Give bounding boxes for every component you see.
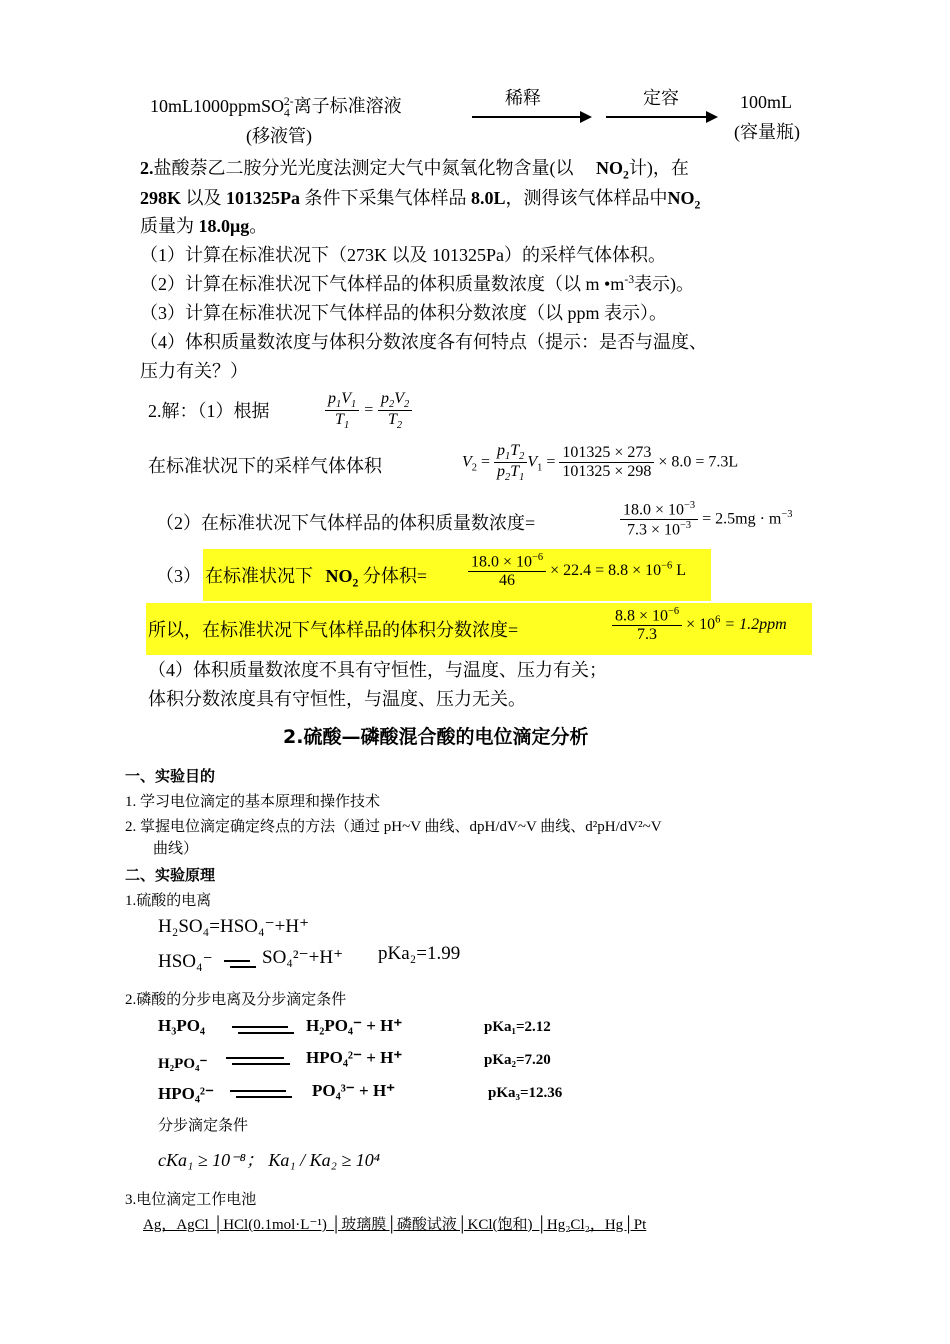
phos-eq1-left: H₃PO₄ — [158, 1016, 206, 1035]
solution-3b-text: 所以，在标准状况下气体样品的体积分数浓度= — [148, 620, 519, 640]
sulfuric-eq-2-right: SO₄²⁻+H⁺ — [262, 947, 344, 968]
question-1: （1）计算在标准状况下（273K 以及 101325Pa）的采样气体体积。 — [140, 245, 666, 265]
problem-line2: 298K 以及 101325Pa 条件下采集气体样品 8.0L，测得该气体样品中$NO_2$ — [140, 188, 701, 212]
stepwise-condition-eq: cKa₁ ≥ 10⁻⁸； Ka₁ / Ka₂ ≥ 10⁴ — [158, 1150, 381, 1170]
solution-2-text: （2）在标准状况下气体样品的体积质量数浓度= — [156, 513, 536, 533]
purpose-1: 1. 学习电位滴定的基本原理和操作技术 — [125, 794, 381, 810]
equilibrium-arrow — [224, 958, 256, 970]
phos-pka3: pKa₃=12.36 — [488, 1085, 563, 1101]
phos-pka1: pKa₁=2.12 — [484, 1019, 551, 1035]
solution-1-label: 2.解：（1）根据 — [148, 401, 270, 421]
question-2: （2）计算在标准状况下气体样品的体积质量数浓度（以 m $•m^{-3}$表示)。 — [140, 273, 695, 294]
phos-eq2-left: H₂PO₄⁻ — [158, 1056, 208, 1072]
stepwise-condition-label: 分步滴定条件 — [158, 1118, 249, 1134]
sulfuric-eq-1: H₂SO₄=HSO₄⁻+H⁺ — [158, 916, 310, 937]
purpose-2: 2. 掌握电位滴定确定终点的方法（通过 pH~V 曲线、dpH/dV~V 曲线、d²pH/dV²~V — [125, 819, 662, 835]
dilution-left: 10mL1000ppmSO$_4^{2-}$离子标准溶液 — [150, 95, 402, 120]
dilution-left-note: (移液管) — [246, 126, 312, 146]
heading-cell: 3.电位滴定工作电池 — [125, 1192, 257, 1208]
solution-3-label: （3） — [156, 566, 201, 586]
arrow-fix-volume — [606, 116, 716, 118]
phos-eq3-right: PO₄³⁻ + H⁺ — [312, 1081, 396, 1100]
equilibrium-arrow — [232, 1024, 294, 1036]
purpose-2b: 曲线） — [153, 841, 199, 857]
phos-eq3-left: HPO₄²⁻ — [158, 1084, 214, 1103]
phos-eq1-right: H₂PO₄⁻ + H⁺ — [306, 1016, 403, 1035]
solution-4a: （4）体积质量数浓度不具有守恒性，与温度、压力有关； — [148, 660, 607, 680]
partial-volume-calc: $\frac{18.0 \times 10^{-6}}{46}$ × $22.4 = 8.8 \times 10^{-6}$ L — [468, 552, 686, 590]
equilibrium-arrow — [226, 1055, 290, 1067]
dilution-right-note: (容量瓶) — [734, 122, 800, 142]
question-4a: （4）体积质量数浓度与体积分数浓度各有何特点（提示：是否与温度、 — [140, 332, 707, 352]
phos-pka2: pKa₂=7.20 — [484, 1052, 551, 1068]
volume-calc: $V_2$ = $\frac{p_1T_2}{p_2T_1}$ $V_1$ = $\frac{101325 \times 273}{101325 \times 298}$ × 8.0 = 7.3L — [462, 442, 739, 484]
dilution-step2: 定容 — [643, 88, 679, 108]
electrode-cell: Ag，AgCl │HCl(0.1mol·L⁻¹) │玻璃膜│磷酸试液│KCl(饱和) │Hg₂Cl₂，Hg│Pt — [143, 1217, 647, 1233]
mass-conc-calc: $\frac{18.0 \times 10^{-3}}{7.3 \times 10^{-3}}$ = $2.5mg \cdot m^{-3}$ — [620, 500, 792, 540]
heading-purpose: 一、实验目的 — [125, 767, 216, 785]
volume-fraction-calc: $\frac{8.8 \times 10^{-6}}{7.3}$ × $10^6 = 1.2ppm$ — [612, 606, 787, 644]
section-title: 2.硫酸—磷酸混合酸的电位滴定分析 — [283, 726, 589, 748]
solution-3-text: 在标准状况下 $NO_2$ 分体积= — [205, 566, 427, 590]
problem-line1: 2.盐酸萘乙二胺分光光度法测定大气中氮氧化物含量(以 $NO_2$计)，在 — [140, 158, 689, 182]
heading-sulfuric: 1.硫酸的电离 — [125, 893, 212, 909]
heading-principle: 二、实验原理 — [125, 866, 216, 884]
dilution-right: 100mL — [740, 92, 792, 112]
dilution-step1: 稀释 — [505, 88, 541, 108]
question-3: （3）计算在标准状况下气体样品的体积分数浓度（以 ppm 表示）。 — [140, 303, 667, 323]
problem-line3: 质量为 18.0μg。 — [140, 216, 268, 236]
question-4b: 压力有关？） — [140, 361, 248, 381]
gas-law-formula: $\frac{p_1V_1}{T_1}$ = $\frac{p_2V_2}{T_2}$ — [325, 390, 412, 431]
sulfuric-eq-2-left: HSO₄⁻ — [158, 951, 213, 972]
equilibrium-arrow — [230, 1088, 292, 1100]
solution-1-text: 在标准状况下的采样气体体积 — [148, 456, 382, 476]
sulfuric-pka2: pKa₂=1.99 — [378, 943, 461, 964]
heading-phosphoric: 2.磷酸的分步电离及分步滴定条件 — [125, 992, 347, 1008]
solution-4b: 体积分数浓度具有守恒性，与温度、压力无关。 — [148, 689, 526, 709]
arrow-dilute — [472, 116, 590, 118]
phos-eq2-right: HPO₄²⁻ + H⁺ — [306, 1048, 403, 1067]
